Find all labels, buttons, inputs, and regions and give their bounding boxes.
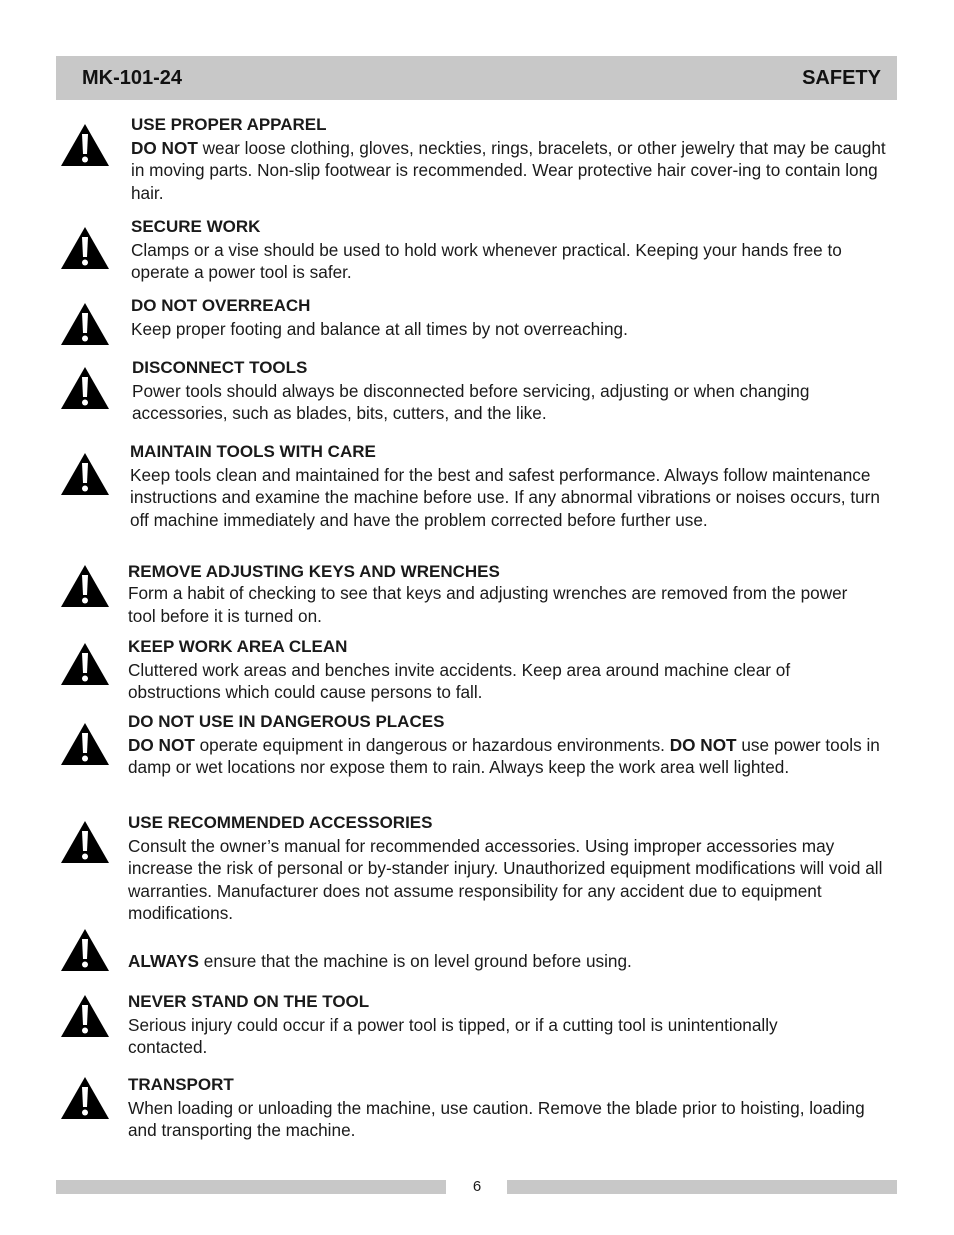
item-title: DISCONNECT TOOLS (132, 358, 308, 377)
warning-icon (60, 642, 110, 686)
warning-icon (60, 302, 110, 346)
safety-item-secure-work (131, 216, 896, 284)
item-title: REMOVE ADJUSTING KEYS AND WRENCHES (128, 562, 500, 581)
item-title: TRANSPORT (128, 1075, 234, 1094)
safety-item-use-proper-apparel (131, 114, 896, 204)
item-lead: DO NOT (128, 734, 195, 755)
item-title: MAINTAIN TOOLS WITH CARE (130, 442, 376, 461)
safety-item-disconnect-tools (132, 357, 897, 425)
warning-icon (60, 366, 110, 410)
warning-icon (60, 452, 110, 496)
item-body: operate equipment in dangerous or hazardous environments. (194, 734, 670, 755)
item-lead-2: DO NOT (669, 734, 737, 755)
item-body: ensure that the machine is on level ground before using. (199, 951, 632, 971)
page-number: 6 (472, 1178, 482, 1195)
warning-icon (60, 1076, 110, 1120)
item-body: Form a habit of checking to see that keys and adjusting wrenches are removed from the power tool before it is turned on. (128, 583, 848, 626)
section-title: SAFETY (802, 66, 881, 89)
item-lead: DO NOT (131, 137, 198, 158)
item-body: Keep proper footing and balance at all times by not overreaching. (131, 318, 628, 339)
safety-item-never-stand (128, 991, 858, 1059)
warning-icon (60, 226, 110, 270)
page-header (56, 56, 897, 100)
item-body: wear loose clothing, gloves, neckties, rings, bracelets, or other jewelry that may be caught in moving parts. Non-slip footwear is recommended. Wear protective hair cover-ing to contain long hair. (131, 137, 886, 203)
warning-icon (60, 722, 110, 766)
item-body: Consult the owner’s manual for recommended accessories. Using improper accessories may increase the risk of personal or by-stander injury. Unauthorized equipment modifications will void all warranties. Manufacturer does not assume responsibility for any accident due to equipment modifications. (128, 835, 883, 924)
footer-bar-left (56, 1180, 446, 1194)
model-number: MK-101-24 (82, 66, 183, 89)
item-title: KEEP WORK AREA CLEAN (128, 637, 348, 656)
item-title: USE RECOMMENDED ACCESSORIES (128, 813, 433, 832)
item-body-2: use power tools in damp or wet locations nor expose them to rain. Always keep the work area well lighted. (128, 734, 880, 778)
warning-icon (60, 928, 110, 972)
item-title: DO NOT OVERREACH (131, 296, 311, 315)
item-body: Keep tools clean and maintained for the best and safest performance. Always follow maintenance instructions and examine the machine before use. If any abnormal vibrations or noises occurs, turn off machine immediately and have the problem corrected before further use. (130, 464, 880, 530)
item-body: When loading or unloading the machine, use caution. Remove the blade prior to hoisting, loading and transporting the machine. (128, 1097, 865, 1141)
safety-item-transport (128, 1074, 883, 1142)
warning-icon (60, 820, 110, 864)
safety-item-do-not-overreach (131, 295, 896, 340)
item-title: NEVER STAND ON THE TOOL (128, 992, 370, 1011)
safety-item-level-ground (128, 950, 893, 973)
item-title: USE PROPER APPAREL (131, 115, 327, 134)
warning-icon (60, 123, 110, 167)
item-body: Serious injury could occur if a power tool is tipped, or if a cutting tool is unintentionally contacted. (128, 1014, 778, 1058)
safety-item-keep-area-clean (128, 636, 868, 704)
warning-icon (60, 564, 110, 608)
item-title: DO NOT USE IN DANGEROUS PLACES (128, 712, 445, 731)
safety-item-dangerous-places (128, 711, 896, 779)
item-body: Power tools should always be disconnected before servicing, adjusting or when changing accessories, such as blades, bits, cutters, and the like. (132, 380, 810, 424)
safety-item-maintain-tools (130, 441, 880, 531)
item-title: SECURE WORK (131, 217, 261, 236)
warning-icon (60, 994, 110, 1038)
item-body: Cluttered work areas and benches invite accidents. Keep area around machine clear of obstructions which could cause persons to fall. (128, 659, 791, 703)
safety-item-recommended-accessories (128, 812, 883, 925)
item-lead: ALWAYS (128, 951, 199, 971)
safety-item-remove-keys (128, 562, 848, 627)
item-body: Clamps or a vise should be used to hold work whenever practical. Keeping your hands free to operate a power tool is safer. (131, 239, 842, 283)
footer-bar-right (507, 1180, 897, 1194)
